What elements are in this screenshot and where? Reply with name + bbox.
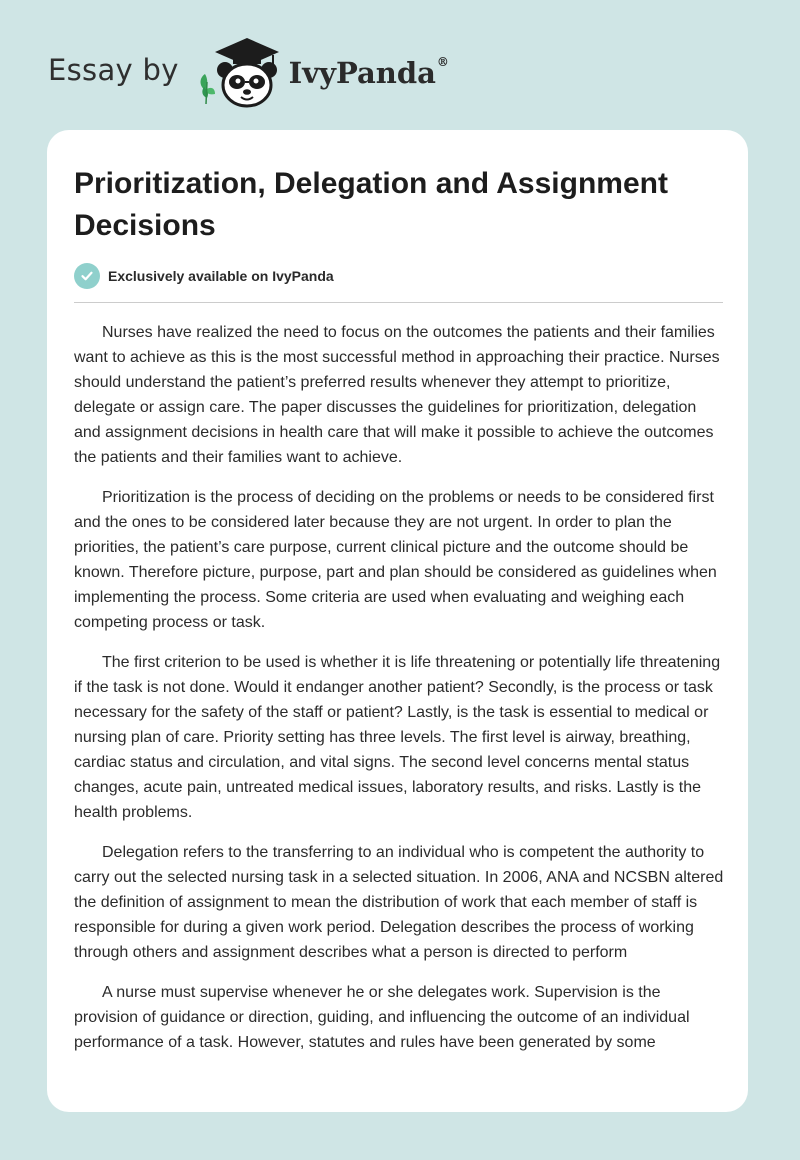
registered-mark: ® (436, 55, 449, 70)
check-icon (74, 263, 100, 289)
divider (74, 302, 723, 303)
page-title: Prioritization, Delegation and Assignment Decisions (74, 167, 668, 242)
paragraph: A nurse must supervise whenever he or she delegates work. Supervision is the provision of guidance or direction, guiding, and influencing the outcome of an individual performance of a task. However, statutes and rules have been generated by some (74, 984, 690, 1051)
essay-body (74, 320, 726, 1070)
exclusive-badge (74, 263, 334, 289)
essay-card (47, 130, 748, 1112)
panda-graduate-icon[interactable] (195, 34, 285, 110)
brand-name[interactable] (289, 56, 449, 90)
site-header (48, 34, 449, 110)
paragraph: Nurses have realized the need to focus on the outcomes the patients and their families want to achieve as this is the most successful method in approaching their practice. Nurses should understand the patient’s preferred results whenever they attempt to prioritize, delegate or assign care. The paper discusses the guidelines for prioritization, delegation and assignment decisions in health care that will make it possible to achieve the outcomes the patients and their families want to achieve. (74, 324, 720, 466)
essay-by-label: Essay by (48, 53, 179, 87)
paragraph: Prioritization is the process of deciding on the problems or needs to be considered first and the ones to be considered later because they are not urgent. In order to plan the priorities, the patient’s care purpose, current clinical picture and the outcome should be known. Therefore picture, purpose, part and plan should be considered as guidelines when implementing the process. Some criteria are used when evaluating and weighing each competing process or task. (74, 489, 717, 631)
exclusive-badge-text: Exclusively available on IvyPanda (108, 268, 334, 284)
brand-text: IvyPanda (288, 56, 436, 90)
paragraph: Delegation refers to the transferring to an individual who is competent the authority to carry out the selected nursing task in a selected situation. In 2006, ANA and NCSBN altered the definition of assignment to mean the distribution of work that each member of staff is responsible for during a given work period. Delegation describes the process of working through others and assignment describes what a person is directed to perform (74, 844, 724, 961)
paragraph: The first criterion to be used is whether it is life threatening or potentially life threatening if the task is not done. Would it endanger another patient? Secondly, is the process or task necessary for the safety of the staff or patient? Lastly, is the task is essential to medical or nursing plan of care. Priority setting has three levels. The first level is airway, breathing, cardiac status and circulation, and vital signs. The second level concerns mental status changes, acute pain, untreated medical issues, laboratory results, and risks. Lastly is the health problems. (74, 654, 721, 821)
